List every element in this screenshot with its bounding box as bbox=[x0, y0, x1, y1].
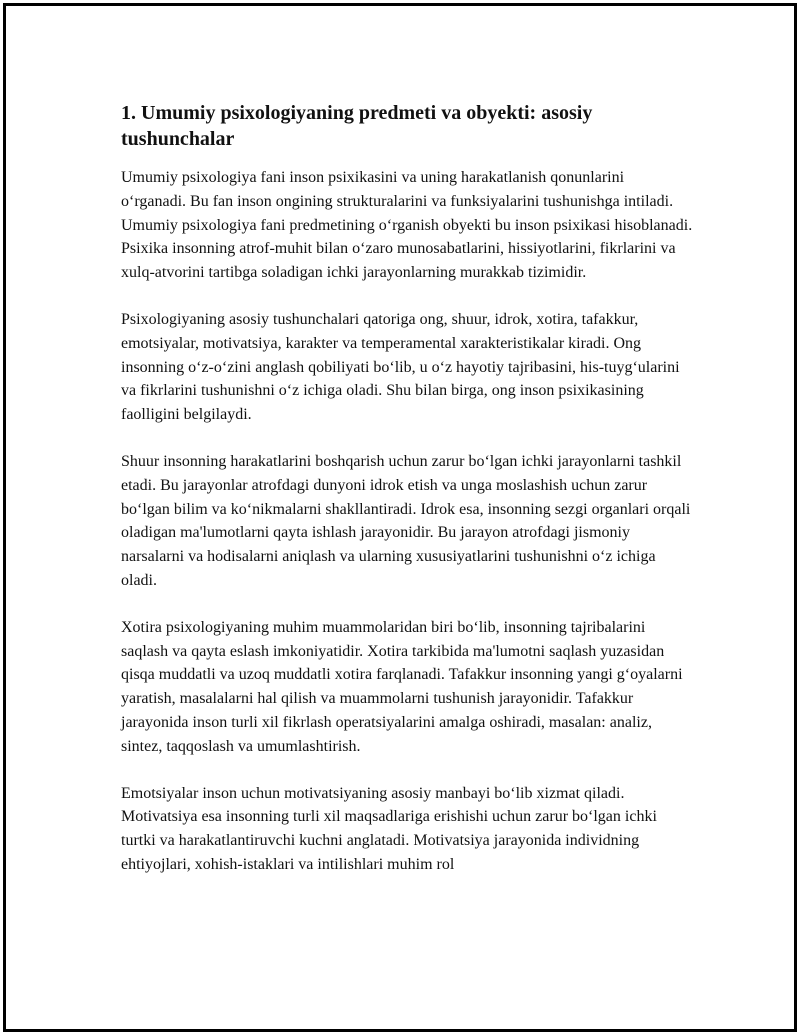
section-heading: 1. Umumiy psixologiyaning predmeti va obyekti: asosiy tushunchalar bbox=[121, 102, 593, 150]
paragraph-4: Xotira psixologiyaning muhim muammolaridan biri bo‘lib, insonning tajribalarini saqlash va qayta eslash imkoniyatidir. Xotira tarkibida ma'lumotni saqlash yuzasidan qisqa muddatli va uzoq muddatli xotira farqlanadi. Tafakkur insonning yangi g‘oyalarni yaratish, masalalarni hal qilish va muammolarni tushunish jarayonidir. Tafakkur jarayonida inson turli xil fikrlash operatsiyalarini amalga oshiradi, masalan: analiz, sintez, taqqoslash va umumlashtirish. bbox=[121, 618, 683, 755]
paragraph-2: Psixologiyaning asosiy tushunchalari qatoriga ong, shuur, idrok, xotira, tafakkur, emotsiyalar, motivatsiya, karakter va temperamental xarakteristikalar kiradi. Ong insonning o‘z-o‘zini anglash qobiliyati bo‘lib, u o‘z hayotiy tajribasini, his-tuyg‘ularini va fikrlarini tushunishni o‘z ichiga oladi. Shu bilan birga, ong inson psixikasining faolligini belgilaydi. bbox=[121, 310, 680, 424]
document-body bbox=[121, 100, 693, 900]
paragraph-5: Emotsiyalar inson uchun motivatsiyaning asosiy manbayi bo‘lib xizmat qiladi. Motivatsiya esa insonning turli xil maqsadlariga erishishi uchun zarur bo‘lgan ichki turtki va harakatlantiruvchi kuchni anglatadi. Motivatsiya jarayonida individning ehtiyojlari, xohish-istaklari va intilishlari muhim rol bbox=[121, 784, 657, 873]
document-page bbox=[3, 3, 797, 1032]
paragraph-3: Shuur insonning harakatlarini boshqarish uchun zarur bo‘lgan ichki jarayonlarni tashkil etadi. Bu jarayonlar atrofdagi dunyoni idrok etish va unga moslashish uchun zarur bo‘lgan bilim va ko‘nikmalarni shakllantiradi. Idrok esa, insonning sezgi organlari orqali oladigan ma'lumotlarni qayta ishlash jarayonidir. Bu jarayon atrofdagi jismoniy narsalarni va hodisalarni aniqlash va ularning xususiyatlarini tushunishni o‘z ichiga oladi. bbox=[121, 452, 691, 589]
paragraph-1: Umumiy psixologiya fani inson psixikasini va uning harakatlanish qonunlarini o‘rganadi. Bu fan inson ongining strukturalarini va funksiyalarini tushunishga intiladi. Umumiy psixologiya fani predmetining o‘rganish obyekti bu inson psixikasi hisoblanadi. Psixika insonning atrof-muhit bilan o‘zaro munosabatlarini, hissiyotlarini, fikrlarini va xulq-atvorini tartibga soladigan ichki jarayonlarning murakkab tizimidir. bbox=[121, 169, 693, 282]
